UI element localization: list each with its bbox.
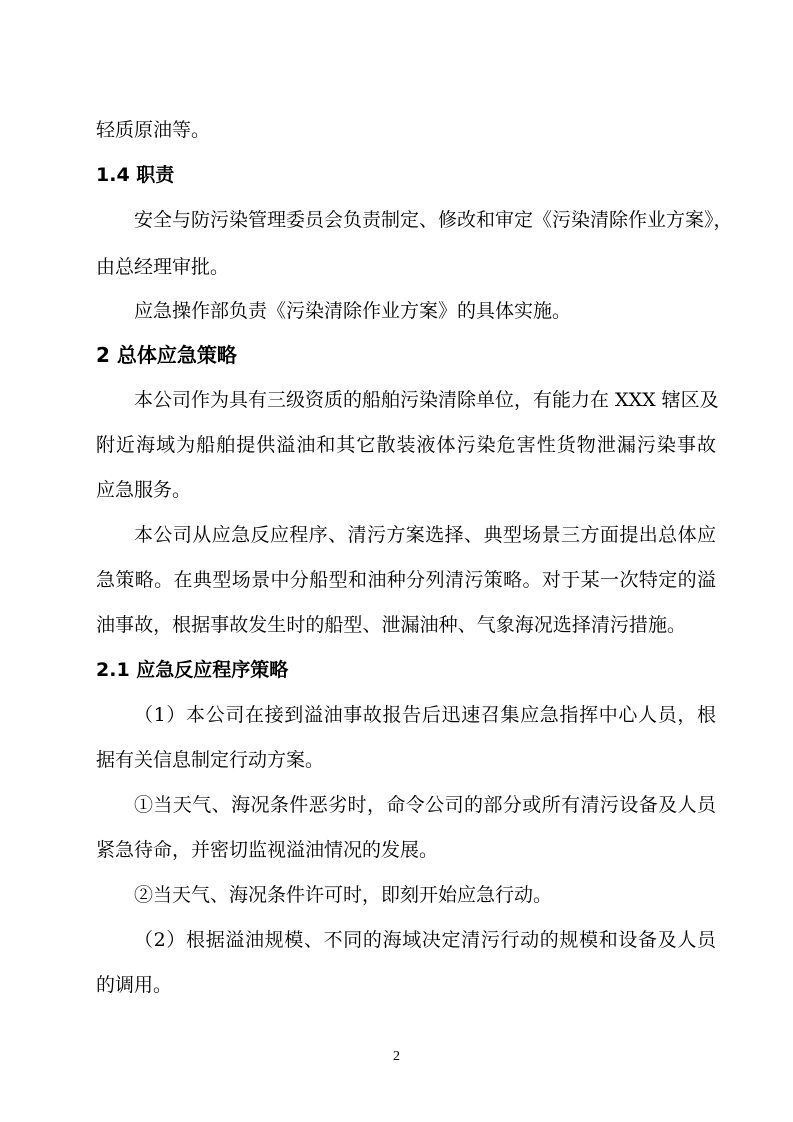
paragraph-line-1-1: 轻质原油等。 [96,119,211,141]
paragraph-line-2-2: 由总经理审批。 [96,256,230,278]
paragraph-line-9-2: 的调用。 [96,974,173,996]
paragraph-line-7-2: 紧急待命，并密切监视溢油情况的发展。 [96,839,439,861]
paragraph-line-4-3: 应急服务。 [96,479,192,501]
paragraph-line-4-2: 附近海域为船舶提供溢油和其它散装液体污染危害性货物泄漏污染事故 [96,434,716,456]
paragraph-line-3-1: 应急操作部负责《污染清除作业方案》的具体实施。 [134,300,572,322]
paragraph-line-6-1: （1）本公司在接到溢油事故报告后迅速召集应急指挥中心人员，根 [134,704,716,726]
paragraph-line-6-2: 据有关信息制定行动方案。 [96,749,325,771]
section-heading-1-4: 1.4 职责 [96,164,175,186]
paragraph-line-4-1: 本公司作为具有三级资质的船舶污染清除单位，有能力在 XXX 辖区及 [134,389,719,411]
paragraph-line-5-2: 急策略。在典型场景中分船型和油种分列清污策略。对于某一次特定的溢 [96,569,716,591]
section-heading-2-1: 2.1 应急反应程序策略 [96,659,289,681]
paragraph-line-5-1: 本公司从应急反应程序、清污方案选择、典型场景三方面提出总体应 [134,524,716,546]
paragraph-line-5-3: 油事故，根据事故发生时的船型、泄漏油种、气象海况选择清污措施。 [96,614,686,636]
paragraph-line-7-1: ①当天气、海况条件恶劣时，命令公司的部分或所有清污设备及人员 [134,794,716,816]
paragraph-line-8-1: ②当天气、海况条件许可时，即刻开始应急行动。 [134,884,553,906]
section-heading-2: 2 总体应急策略 [96,343,237,367]
paragraph-line-2-1: 安全与防污染管理委员会负责制定、修改和审定《污染清除作业方案》， [134,209,733,231]
page-number: 2 [393,1049,400,1064]
paragraph-line-9-1: （2）根据溢油规模、不同的海域决定清污行动的规模和设备及人员 [134,929,716,951]
